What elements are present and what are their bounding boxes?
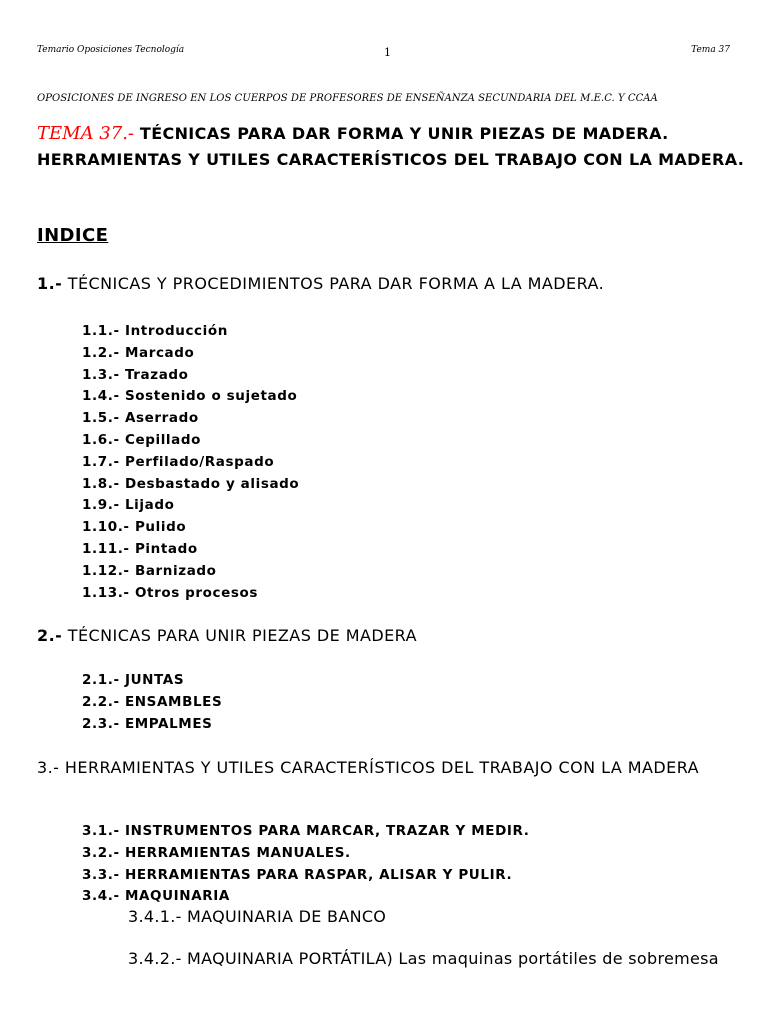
section-1-list [82,321,299,604]
list-item: 1.7.- Perfilado/Raspado [82,453,275,470]
section-3-heading [37,757,752,779]
index-title: INDICE [37,225,109,246]
header-left-text: Temario Oposiciones Tecnología [37,45,185,55]
tema-title: TÉCNICAS PARA DAR FORMA Y UNIR PIEZAS DE MADERA. HERRAMIENTAS Y UTILES CARACTERÍSTICOS DEL TRABAJO CON LA MADERA. [37,124,745,169]
list-item: 1.8.- Desbastado y alisado [82,475,300,492]
tema-number: TEMA 37.- [37,123,135,144]
sub-list-item: 3.4.2.- MAQUINARIA PORTÁTILA) Las maquinas portátiles de sobremesa [128,949,719,968]
section-2-list [82,670,222,735]
list-item: 3.1.- INSTRUMENTOS PARA MARCAR, TRAZAR Y MEDIR. [82,823,530,839]
list-item: 3.4.- MAQUINARIA [82,888,230,905]
list-item: 1.3.- Trazado [82,366,189,383]
list-item: 3.3.- HERRAMIENTAS PARA RASPAR, ALISAR Y PULIR. [82,866,513,883]
section-3-list [82,821,530,908]
sub-list-item: 3.4.1.- MAQUINARIA DE BANCO [128,907,387,926]
section-title: TÉCNICAS PARA UNIR PIEZAS DE MADERA [62,626,417,645]
list-item: 1.13.- Otros procesos [82,584,259,601]
list-item: 1.12.- Barnizado [82,562,217,579]
section-title: HERRAMIENTAS Y UTILES CARACTERÍSTICOS DEL TRABAJO CON LA MADERA [59,758,700,777]
list-item: 1.10.- Pulido [82,519,187,536]
list-item: 1.4.- Sostenido o sujetado [82,388,298,405]
list-item: 1.11.- Pintado [82,540,198,557]
list-item: 1.5.- Aserrado [82,410,199,427]
list-item: 1.1.- Introducción [82,323,228,339]
section-number: 1.- [37,274,63,293]
list-item: 2.3.- EMPALMES [82,715,213,732]
list-item: 1.2.- Marcado [82,344,195,361]
header-right-text: Tema 37 [691,45,730,55]
section-number: 2.- [37,626,63,645]
tema-heading [37,121,747,173]
section-2-heading [37,625,752,647]
list-item: 1.9.- Lijado [82,497,175,514]
section-number: 3.- [37,758,60,777]
list-item: 2.1.- JUNTAS [82,672,185,688]
section-title: TÉCNICAS Y PROCEDIMIENTOS PARA DAR FORMA A LA MADERA. [62,274,605,293]
section-1-heading [37,273,752,295]
list-item: 1.6.- Cepillado [82,431,202,448]
list-item: 2.2.- ENSAMBLES [82,693,223,710]
page-number: 1 [384,46,391,59]
list-item: 3.2.- HERRAMIENTAS MANUALES. [82,844,351,861]
document-subtitle: OPOSICIONES DE INGRESO EN LOS CUERPOS DE PROFESORES DE ENSEÑANZA SECUNDARIA DEL M.E.C. Y CCAA [37,93,658,104]
